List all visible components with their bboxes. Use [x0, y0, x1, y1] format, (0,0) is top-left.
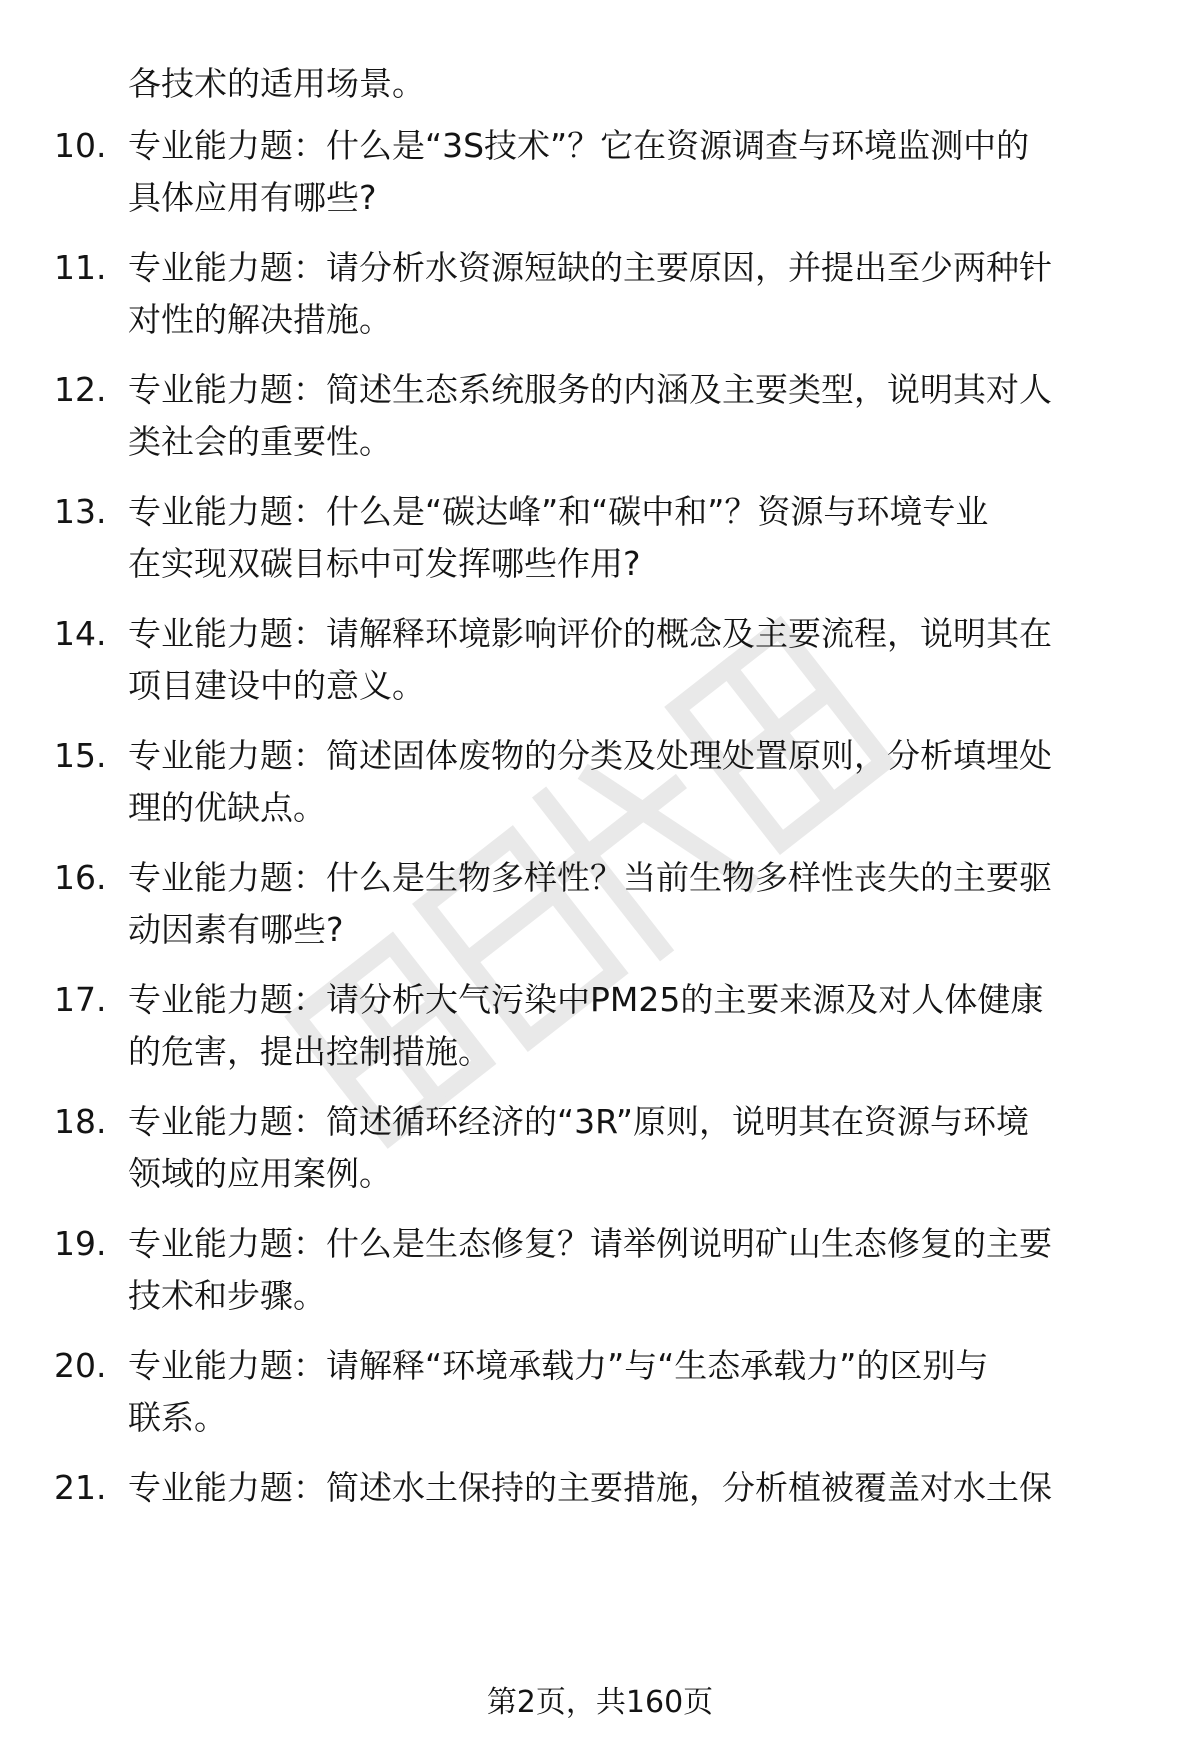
question-number: 14.: [54, 614, 107, 653]
question-line: 专业能力题：什么是生态修复？请举例说明矿山生态修复的主要: [128, 1224, 1052, 1263]
question-text: [128, 486, 1148, 590]
question-number: 19.: [54, 1224, 107, 1263]
question-text: [128, 242, 1148, 346]
question-number: 15.: [54, 736, 107, 775]
question-line: 专业能力题：简述水土保持的主要措施，分析植被覆盖对水土保: [128, 1468, 1052, 1507]
question-text: [128, 852, 1148, 956]
question-line: 具体应用有哪些?: [128, 178, 377, 217]
question-line: 专业能力题：请解释“环境承载力”与“生态承载力”的区别与: [128, 1346, 989, 1385]
question-line: 动因素有哪些?: [128, 910, 344, 949]
question-line: 专业能力题：什么是“3S技术”？它在资源调查与环境监测中的: [128, 126, 1030, 165]
question-line: 专业能力题：什么是生物多样性？当前生物多样性丧失的主要驱: [128, 858, 1052, 897]
question-line: 专业能力题：简述生态系统服务的内涵及主要类型，说明其对人: [128, 370, 1052, 409]
question-text: [128, 974, 1148, 1078]
question-number: 20.: [54, 1346, 107, 1385]
question-line: 的危害，提出控制措施。: [128, 1032, 491, 1071]
question-text: [128, 730, 1148, 834]
continuation-text: 各技术的适用场景。: [128, 64, 425, 103]
question-text: [128, 608, 1148, 712]
question-line: 专业能力题：简述固体废物的分类及处理处置原则，分析填埋处: [128, 736, 1052, 775]
question-line: 专业能力题：什么是“碳达峰”和“碳中和”？资源与环境专业: [128, 492, 989, 531]
question-text: [128, 1462, 1148, 1514]
question-line: 专业能力题：请分析大气污染中PM25的主要来源及对人体健康: [128, 980, 1044, 1019]
page-number-label: 第2页，共160页: [486, 1685, 714, 1720]
question-line: 领域的应用案例。: [128, 1154, 392, 1193]
question-line: 项目建设中的意义。: [128, 666, 425, 705]
question-line: 技术和步骤。: [128, 1276, 326, 1315]
question-text: [128, 1218, 1148, 1322]
question-number: 21.: [54, 1468, 107, 1507]
question-line: 在实现双碳目标中可发挥哪些作用?: [128, 544, 641, 583]
question-number: 18.: [54, 1102, 107, 1141]
question-number: 10.: [54, 126, 107, 165]
question-line: 对性的解决措施。: [128, 300, 392, 339]
question-line: 专业能力题：请分析水资源短缺的主要原因，并提出至少两种针: [128, 248, 1052, 287]
question-text: [128, 120, 1148, 224]
question-text: [128, 1340, 1148, 1444]
question-number: 13.: [54, 492, 107, 531]
question-line: 理的优缺点。: [128, 788, 326, 827]
question-number: 16.: [54, 858, 107, 897]
page-footer: [0, 1683, 1200, 1723]
question-number: 17.: [54, 980, 107, 1019]
question-line: 专业能力题：请解释环境影响评价的概念及主要流程，说明其在: [128, 614, 1052, 653]
question-line: 联系。: [128, 1398, 227, 1437]
question-number: 12.: [54, 370, 107, 409]
question-text: [128, 364, 1148, 468]
question-text: [128, 1096, 1148, 1200]
question-line: 类社会的重要性。: [128, 422, 392, 461]
question-line: 专业能力题：简述循环经济的“3R”原则，说明其在资源与环境: [128, 1102, 1030, 1141]
question-number: 11.: [54, 248, 107, 287]
